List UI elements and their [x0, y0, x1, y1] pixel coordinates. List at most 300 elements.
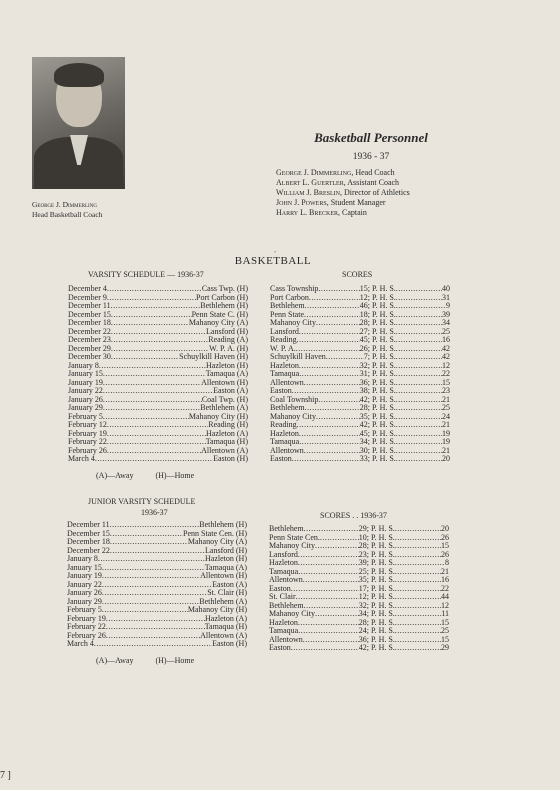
legend-away: (A)—Away [96, 471, 134, 480]
score-team: Cass Township [270, 284, 319, 293]
score-phs-points: 21 [442, 394, 450, 404]
dot-leader [95, 455, 213, 464]
game-opponent: W. P. A. (H) [209, 343, 248, 353]
game-date: December 22 [67, 545, 110, 555]
game-opponent: Hazleton (H) [206, 360, 248, 370]
staff-name: John J. Powers [276, 198, 327, 207]
dot-leader [111, 336, 208, 345]
phs-label: P. H. S. [372, 335, 396, 344]
dot-leader [395, 525, 441, 534]
score-opponent-points: 42 [358, 643, 367, 652]
dot-leader [111, 319, 189, 328]
staff-row [276, 208, 410, 218]
score-opponent-points: 28 [358, 541, 367, 550]
dot-leader [316, 413, 360, 422]
score-opponent-points: 28 [358, 617, 367, 627]
dot-leader [395, 534, 441, 543]
game-opponent: Bethlehem (H) [200, 301, 248, 310]
game-date: February 26 [68, 445, 107, 455]
dot-leader [395, 576, 441, 585]
dot-leader [107, 285, 202, 294]
score-opponent-cell [269, 644, 369, 653]
phs-label: P. H. S. [372, 386, 396, 395]
photo-caption [32, 200, 152, 220]
dot-leader [305, 302, 360, 311]
phs-label: P. H. S. [372, 403, 396, 412]
dot-leader [107, 438, 206, 447]
score-separator: ; [367, 428, 370, 438]
score-separator: ; [366, 524, 369, 533]
dot-leader [396, 328, 442, 337]
score-separator: ; [367, 301, 370, 310]
score-separator: ; [366, 532, 369, 542]
dot-leader [111, 311, 192, 320]
phs-label: P. H. S. [372, 309, 396, 319]
game-opponent: Tamaqua (H) [205, 437, 248, 446]
score-separator: ; [367, 284, 370, 293]
game-opponent: Tamaqua (H) [204, 622, 247, 631]
phs-label: P. H. S. [372, 377, 396, 387]
dot-leader [102, 598, 199, 607]
score-opponent-points: 45 [359, 428, 368, 438]
score-phs-points: 15 [441, 634, 449, 644]
dot-leader [395, 644, 441, 653]
game-opponent: Mahanoy City (A) [188, 318, 248, 327]
game-date: January 22 [67, 579, 102, 589]
score-row [269, 644, 449, 653]
varsity-scores-label: SCORES [342, 270, 373, 279]
game-opponent: Allentown (A) [200, 630, 247, 640]
score-team: Schuylkill Haven [270, 352, 326, 361]
dot-leader [103, 413, 189, 422]
score-team: Easton [270, 454, 292, 463]
dot-leader [110, 538, 188, 547]
game-opponent: Schuylkill Haven (H) [179, 352, 248, 361]
score-opponent-points: 32 [359, 360, 368, 370]
score-phs-points: 20 [441, 524, 449, 533]
page-number: 7 ] [0, 770, 11, 781]
score-row [270, 455, 450, 464]
score-opponent-points: 28 [359, 318, 368, 327]
game-date: January 8 [68, 360, 99, 370]
game-date: February 19 [68, 428, 107, 438]
dot-leader [102, 572, 200, 581]
junior-legend [96, 656, 194, 665]
phs-label: P. H. S. [372, 360, 396, 370]
score-separator: ; [367, 377, 370, 387]
dot-leader [395, 559, 445, 568]
phs-label: P. H. S. [371, 532, 395, 542]
dot-leader [396, 447, 442, 456]
phs-label: P. H. S. [371, 549, 395, 559]
score-team: Allentown [269, 575, 303, 584]
score-separator: ; [367, 360, 370, 370]
dot-leader [111, 302, 201, 311]
staff-name: Albert L. Guertler [276, 178, 344, 187]
game-opponent: Allentown (H) [201, 377, 248, 387]
junior-scores-label: SCORES . . 1936-37 [320, 511, 387, 520]
score-phs-points: 23 [442, 386, 450, 395]
phs-label: P. H. S. [372, 292, 396, 302]
score-phs-points: 16 [442, 335, 450, 344]
score-separator: ; [367, 309, 370, 319]
phs-label: P. H. S. [371, 575, 395, 584]
dot-leader [396, 379, 442, 388]
game-opponent: Reading (A) [208, 335, 248, 344]
phs-label: P. H. S. [372, 420, 396, 429]
dot-leader [396, 438, 442, 447]
game-opponent: Penn State Cen. (H) [183, 528, 247, 538]
coach-photo [32, 57, 125, 189]
phs-label: P. H. S. [371, 592, 395, 601]
dot-leader [299, 430, 360, 439]
staff-role: , Student Manager [326, 198, 386, 207]
game-date: January 26 [68, 394, 103, 404]
dot-leader [107, 447, 201, 456]
varsity-schedule [68, 285, 248, 464]
score-opponent-points: 35 [359, 411, 368, 421]
score-opponent-points: 25 [358, 566, 367, 576]
score-phs-points: 26 [441, 549, 449, 559]
game-opponent: Bethlehem (A) [199, 596, 247, 606]
dot-leader [102, 606, 188, 615]
game-date: January 26 [67, 588, 102, 597]
score-team: Allentown [270, 445, 304, 455]
dot-leader [111, 328, 206, 337]
phs-label: P. H. S. [372, 301, 396, 310]
dot-leader [396, 455, 442, 464]
phs-label: P. H. S. [371, 643, 395, 652]
dot-leader [291, 644, 359, 653]
dot-leader [396, 396, 442, 405]
score-separator: ; [367, 369, 370, 378]
score-opponent-cell [270, 455, 370, 464]
personnel-year: 1936 - 37 [352, 152, 390, 162]
game-opponent: Easton (H) [212, 639, 247, 648]
score-opponent-points: 42 [359, 420, 368, 429]
game-opponent: Cass Twp. (H) [201, 284, 248, 293]
score-phs-points: 20 [442, 454, 450, 463]
score-phs-points: 21 [442, 445, 450, 455]
dot-leader [395, 610, 442, 619]
legend-away: (A)—Away [96, 656, 134, 665]
score-phs-points: 22 [442, 369, 450, 378]
score-separator: ; [366, 609, 369, 618]
game-opponent: Mahanoy City (H) [188, 411, 248, 421]
phs-label: P. H. S. [372, 284, 396, 293]
phs-label: P. H. S. [371, 626, 395, 635]
phs-label: P. H. S. [372, 369, 396, 378]
phs-label: P. H. S. [372, 318, 396, 327]
score-phs-points: 34 [442, 318, 450, 327]
score-opponent-points: 29 [358, 524, 367, 533]
dot-leader [396, 319, 442, 328]
game-date: December 23 [68, 335, 111, 344]
phs-label: P. H. S. [371, 524, 395, 533]
score-separator: ; [367, 445, 370, 455]
dot-leader [395, 568, 441, 577]
score-phs-points: 19 [442, 437, 450, 446]
legend-home: (H)—Home [155, 656, 195, 665]
staff-row [276, 168, 410, 178]
game-date: December 29 [68, 343, 111, 353]
score-opponent-points: 27 [359, 326, 368, 336]
score-phs-points: 25 [442, 403, 450, 412]
score-opponent-points: 45 [359, 335, 368, 344]
section-heading: BASKETBALL [234, 255, 312, 267]
dot-leader [98, 555, 205, 564]
dot-leader [299, 438, 360, 447]
phs-label: P. H. S. [371, 600, 395, 610]
dot-leader [103, 387, 213, 396]
dot-leader [396, 430, 442, 439]
dot-leader [395, 636, 441, 645]
game-date: March 4 [68, 454, 95, 463]
score-opponent-points: 46 [359, 301, 368, 310]
staff-row [276, 178, 410, 188]
score-separator: ; [367, 352, 370, 361]
game-opponent: Coal Twp. (H) [201, 394, 248, 404]
dot-leader [396, 294, 442, 303]
game-date: January 29 [67, 596, 102, 606]
score-team: Lansford [270, 326, 299, 336]
score-team: Bethlehem [269, 524, 304, 533]
dot-leader [111, 353, 179, 362]
game-opponent: Bethlehem (A) [200, 403, 248, 412]
phs-label: P. H. S. [371, 583, 395, 593]
score-phs-points: 31 [442, 292, 450, 302]
game-date: December 22 [68, 326, 111, 336]
score-team: Hazleton [270, 360, 299, 370]
score-team: Coal Township [270, 394, 319, 404]
score-phs-points: 12 [441, 600, 449, 610]
dot-leader [298, 559, 359, 568]
score-team: St. Clair [269, 592, 296, 601]
score-separator: ; [366, 617, 369, 627]
dot-leader [318, 396, 359, 405]
score-opponent-points: 7 [363, 352, 368, 361]
dot-leader [298, 627, 359, 636]
dot-leader [315, 610, 359, 619]
dot-leader [298, 568, 359, 577]
staff-name: George J. Dimmerling [276, 168, 352, 177]
score-separator: ; [367, 411, 370, 421]
score-opponent-points: 42 [359, 394, 368, 404]
staff-name: Harry L. Brecker [276, 208, 339, 217]
game-date: December 11 [68, 301, 111, 310]
score-phs-points: 8 [445, 558, 449, 567]
game-opponent: Port Carbon (H) [196, 292, 248, 302]
game-date: January 19 [67, 571, 102, 580]
score-team: Mahanoy City [269, 609, 315, 618]
score-team: Hazleton [270, 428, 299, 438]
game-date: December 4 [68, 284, 107, 293]
varsity-legend [96, 471, 194, 480]
score-separator: ; [366, 626, 369, 635]
phs-label: P. H. S. [372, 445, 396, 455]
game-date: January 29 [68, 403, 103, 412]
staff-role: , Captain [338, 208, 367, 217]
phs-label: P. H. S. [372, 428, 396, 438]
score-opponent-points: 28 [359, 403, 368, 412]
score-separator: ; [366, 592, 369, 601]
game-date: January 15 [67, 562, 102, 572]
junior-schedule-year: 1936-37 [141, 508, 168, 517]
phs-label: P. H. S. [371, 558, 395, 567]
game-opponent: Lansford (H) [206, 326, 248, 336]
phs-label: P. H. S. [372, 411, 396, 421]
game-opponent: Penn State C. (H) [191, 309, 248, 319]
dot-leader [315, 542, 359, 551]
score-team: Tamaqua [269, 626, 299, 635]
score-opponent-points: 32 [358, 600, 367, 610]
dot-leader [304, 379, 360, 388]
score-phs-points: 44 [441, 592, 449, 601]
game-opponent: Lansford (H) [205, 545, 247, 555]
game-opponent: St. Clair (H) [207, 588, 247, 597]
dot-leader [297, 336, 360, 345]
score-team: Bethlehem [270, 403, 305, 412]
dot-leader [309, 294, 360, 303]
dot-leader [320, 534, 359, 543]
dot-leader [396, 345, 442, 354]
score-team: Reading [270, 420, 297, 429]
score-opponent-points: 15 [359, 284, 368, 293]
staff-row [276, 198, 410, 208]
game-date: February 12 [68, 420, 107, 429]
game-date: February 22 [67, 622, 106, 631]
caption-role: Head Basketball Coach [32, 210, 103, 219]
score-phs-points: 15 [442, 377, 450, 387]
dot-leader [103, 396, 202, 405]
dot-leader [103, 404, 200, 413]
game-date: December 18 [68, 318, 111, 327]
score-team: Easton [269, 583, 291, 593]
dot-leader [326, 353, 364, 362]
score-opponent-points: 26 [359, 343, 368, 353]
score-team: Mahanoy City [270, 318, 316, 327]
staff-role: , Director of Athletics [340, 188, 410, 197]
caption-name: George J. Dimmerling [32, 200, 97, 209]
dot-leader [299, 328, 360, 337]
game-opponent: Tamaqua (A) [204, 562, 247, 572]
score-team: Bethlehem [270, 301, 305, 310]
score-separator: ; [366, 634, 369, 644]
game-opponent: Easton (H) [213, 454, 248, 463]
game-opponent: Mahanoy City (A) [187, 537, 247, 546]
dot-leader [396, 311, 442, 320]
dot-leader [396, 413, 442, 422]
score-phs-points: 21 [441, 566, 449, 576]
game-date: February 22 [68, 437, 107, 446]
dot-leader [110, 530, 183, 539]
dot-leader [103, 379, 201, 388]
dot-leader [103, 370, 206, 379]
dot-leader [107, 294, 196, 303]
dot-leader [106, 623, 205, 632]
dot-leader [107, 421, 208, 430]
dot-leader [395, 551, 441, 560]
score-separator: ; [367, 454, 370, 463]
dot-leader [396, 362, 442, 371]
game-date: February 26 [67, 630, 106, 640]
phs-label: P. H. S. [371, 634, 395, 644]
junior-schedule-label: JUNIOR VARSITY SCHEDULE [88, 497, 196, 506]
game-date: March 4 [67, 639, 94, 648]
score-opponent-points: 36 [359, 377, 368, 387]
dot-leader [396, 404, 442, 413]
game-opponent: Reading (H) [208, 420, 248, 429]
phs-label: P. H. S. [372, 352, 396, 361]
dot-leader [396, 421, 442, 430]
score-team: Allentown [269, 634, 303, 644]
game-opponent: Allentown (H) [200, 571, 247, 580]
score-team: Bethlehem [269, 600, 304, 610]
score-opponent-points: 23 [358, 549, 367, 559]
score-phs-points: 39 [442, 309, 450, 319]
dot-leader [396, 336, 442, 345]
score-team: Penn State [270, 309, 304, 319]
score-team: Mahanoy City [269, 541, 315, 550]
staff-list [276, 168, 410, 218]
dot-leader [106, 632, 200, 641]
score-phs-points: 12 [442, 360, 450, 370]
game-date: February 19 [67, 613, 106, 623]
game-opponent: Easton (A) [212, 579, 247, 589]
phs-label: P. H. S. [372, 343, 396, 353]
score-opponent-points: 34 [359, 437, 368, 446]
score-separator: ; [367, 335, 370, 344]
score-phs-points: 25 [442, 326, 450, 336]
score-phs-points: 40 [442, 284, 450, 293]
score-separator: ; [366, 566, 369, 576]
dot-leader [395, 602, 441, 611]
score-team: Hazleton [269, 617, 298, 627]
dot-leader [99, 362, 206, 371]
dot-leader [298, 619, 359, 628]
game-date: December 15 [68, 309, 111, 319]
dot-leader [304, 447, 360, 456]
score-opponent-points: 38 [359, 386, 368, 395]
staff-role: , Head Coach [351, 168, 395, 177]
staff-row [276, 188, 410, 198]
score-phs-points: 15 [441, 617, 449, 627]
score-separator: ; [366, 643, 369, 652]
phs-label: P. H. S. [372, 394, 396, 404]
dot-leader [94, 640, 212, 649]
game-opponent: Mahanoy City (H) [187, 605, 247, 614]
junior-schedule [67, 521, 247, 649]
dot-leader [395, 585, 441, 594]
score-separator: ; [366, 558, 369, 567]
game-date: January 15 [68, 369, 103, 378]
score-opponent-points: 31 [359, 369, 368, 378]
dot-leader [291, 585, 359, 594]
phs-label: P. H. S. [371, 566, 395, 576]
score-phs-points: 29 [441, 643, 449, 652]
score-phs-points: 24 [442, 411, 450, 421]
score-phs-points: 21 [442, 420, 450, 429]
dot-leader [110, 547, 205, 556]
score-phs-points: 15 [441, 541, 449, 550]
dot-leader [102, 564, 205, 573]
score-team: Tamaqua [269, 566, 299, 576]
score-team: Allentown [270, 377, 304, 387]
score-phs-cell [372, 455, 450, 464]
game-opponent: Hazleton (A) [205, 613, 247, 623]
dot-leader [107, 430, 206, 439]
score-separator: ; [366, 541, 369, 550]
